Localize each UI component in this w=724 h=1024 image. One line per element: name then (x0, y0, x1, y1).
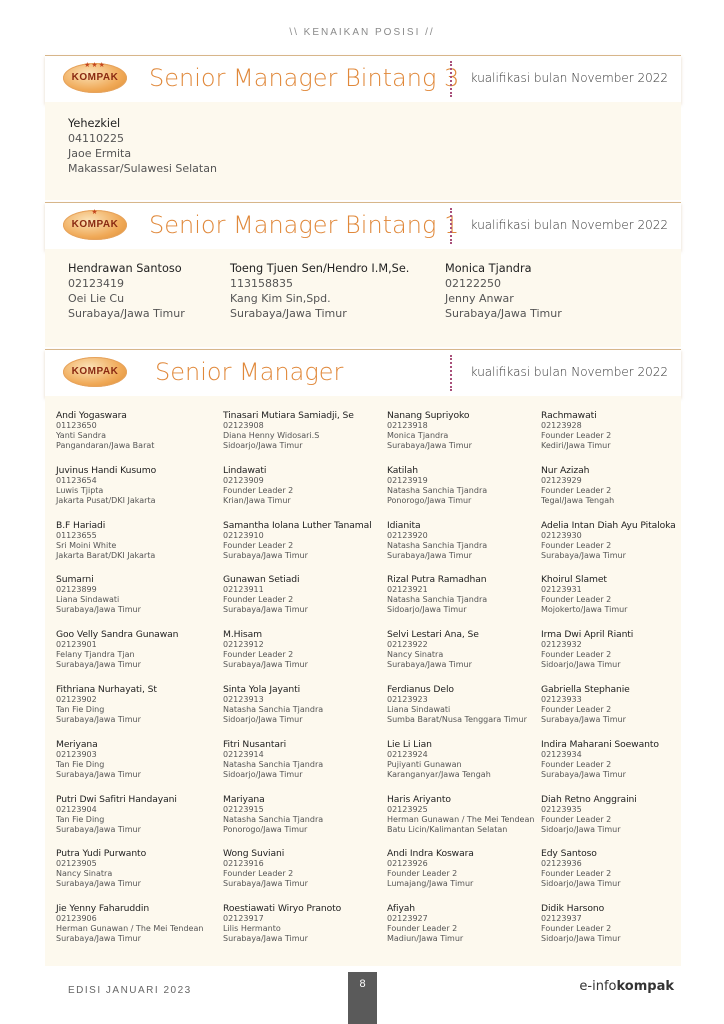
member-entry (223, 794, 323, 835)
member-location: Krian/Jawa Timur (223, 495, 291, 505)
member-name: Yehezkiel (68, 117, 121, 130)
sponsor-name: Kang Kim Sin,Spd. (230, 292, 331, 305)
member-entry (387, 410, 472, 451)
sponsor-name: Natasha Sanchia Tjandra (223, 814, 324, 824)
sponsor-name: Liana Sindawati (56, 595, 120, 605)
sponsor-name: Tan Fie Ding (56, 759, 105, 769)
member-id: 02123903 (56, 749, 97, 759)
brand-bold: kompak (616, 979, 674, 994)
sponsor-name: Founder Leader 2 (541, 595, 612, 605)
section-panel-bintang-3 (45, 102, 681, 200)
member-name: Afiyah (387, 903, 416, 915)
member-id: 01123654 (56, 475, 97, 485)
member-id: 02123902 (56, 695, 97, 704)
member-id: 02123914 (223, 749, 264, 759)
member-location: Surabaya/Jawa Timur (56, 660, 141, 670)
member-entry (223, 574, 308, 615)
sponsor-name: Founder Leader 2 (387, 869, 458, 879)
member-name: Edy Santoso (541, 848, 597, 860)
member-name: Meriyana (56, 738, 98, 750)
member-id: 02123912 (223, 640, 264, 650)
member-id: 02123910 (223, 530, 264, 540)
logo-stars: ★★★ (84, 62, 106, 69)
member-location: Mojokerto/Jawa Timur (541, 605, 628, 615)
member-entry (56, 848, 146, 889)
member-id: 02123924 (387, 749, 428, 759)
sponsor-name: Natasha Sanchia Tjandra (387, 540, 488, 550)
member-entry (56, 903, 203, 944)
member-location: Makassar/Sulawesi Selatan (68, 162, 217, 175)
member-entry (541, 410, 611, 451)
member-name: Putri Dwi Safitri Handayani (56, 793, 177, 805)
member-id: 02123934 (541, 749, 582, 759)
member-id: 01123650 (56, 421, 97, 430)
member-location: Surabaya/Jawa Timur (223, 934, 308, 944)
member-entry (541, 520, 676, 561)
member-entry (387, 848, 474, 889)
member-name: Haris Ariyanto (387, 793, 451, 805)
member-id: 02123926 (387, 859, 428, 869)
member-id: 02123909 (223, 475, 264, 485)
sponsor-name: Founder Leader 2 (223, 869, 294, 879)
member-location: Ponorogo/Jawa Timur (387, 495, 472, 505)
member-location: Karanganyar/Jawa Tengah (387, 769, 491, 779)
member-id: 02123917 (223, 914, 264, 924)
dotted-divider (450, 355, 452, 391)
dotted-divider (450, 61, 452, 97)
dotted-divider (450, 208, 452, 244)
member-id: 02123419 (68, 277, 124, 290)
qualification-label: kualifikasi bulan November 2022 (470, 365, 668, 379)
member-entry (68, 116, 217, 176)
member-name: Sumarni (56, 574, 94, 586)
member-location: Surabaya/Jawa Timur (223, 660, 308, 670)
member-entry (56, 410, 154, 451)
qualification-label: kualifikasi bulan November 2022 (470, 218, 668, 232)
member-name: Toeng Tjuen Sen/Hendro I.M,Se. (230, 262, 410, 275)
member-name: Tinasari Mutiara Samiadji, Se (223, 410, 354, 421)
sponsor-name: Felany Tjandra Tjan (56, 650, 135, 660)
member-entry (56, 629, 178, 670)
section-panel-bintang-1 (45, 249, 681, 347)
member-id: 02123923 (387, 695, 428, 704)
member-location: Ponorogo/Jawa Timur (223, 824, 308, 834)
member-name: Wong Suviani (223, 848, 285, 860)
kompak-logo (63, 63, 127, 93)
member-id: 02123899 (56, 585, 97, 595)
member-location: Surabaya/Jawa Timur (387, 660, 472, 670)
member-location: Surabaya/Jawa Timur (56, 934, 141, 944)
member-entry (541, 629, 633, 670)
member-location: Sidoarjo/Jawa Timur (541, 879, 621, 889)
member-id: 02123937 (541, 914, 582, 924)
member-id: 02123916 (223, 859, 264, 869)
member-entry (230, 261, 409, 321)
member-id: 02123930 (541, 530, 582, 540)
member-name: Goo Velly Sandra Gunawan (56, 629, 179, 641)
member-entry (541, 465, 614, 506)
sponsor-name: Nancy Sinatra (387, 650, 444, 660)
section-panel-senior-manager (45, 396, 681, 966)
section-kicker: \\ KENAIKAN POSISI // (289, 27, 435, 38)
sponsor-name: Founder Leader 2 (541, 814, 612, 824)
member-location: Surabaya/Jawa Timur (56, 769, 141, 779)
member-id: 02123904 (56, 804, 97, 814)
member-location: Sidoarjo/Jawa Timur (541, 824, 621, 834)
member-id: 02123901 (56, 640, 97, 650)
sponsor-name: Founder Leader 2 (541, 540, 612, 550)
member-location: Sidoarjo/Jawa Timur (223, 769, 303, 779)
member-entry (387, 465, 487, 506)
member-name: Nur Azizah (541, 464, 590, 476)
member-id: 02123928 (541, 421, 582, 430)
member-entry (56, 739, 141, 780)
member-name: Idianita (387, 519, 421, 531)
member-id: 01123655 (56, 530, 97, 540)
member-location: Surabaya/Jawa Timur (387, 441, 472, 450)
member-location: Tegal/Jawa Tengah (541, 495, 615, 505)
member-name: Didik Harsono (541, 903, 605, 915)
sponsor-name: Yanti Sandra (56, 431, 106, 440)
member-entry (387, 739, 491, 780)
member-id: 02123922 (387, 640, 428, 650)
brand-footer (579, 979, 674, 994)
sponsor-name: Founder Leader 2 (541, 759, 612, 769)
member-location: Surabaya/Jawa Timur (541, 769, 626, 779)
member-entry (541, 684, 630, 725)
member-name: Nanang Supriyoko (387, 410, 470, 421)
member-id: 02123935 (541, 804, 582, 814)
member-name: Indira Maharani Soewanto (541, 738, 659, 750)
member-id: 02123919 (387, 475, 428, 485)
sponsor-name: Jenny Anwar (445, 292, 514, 305)
member-name: Khoirul Slamet (541, 574, 607, 586)
member-name: Lie Li Lian (387, 738, 432, 750)
logo-text: KOMPAK (71, 366, 119, 377)
member-entry (541, 794, 637, 835)
sponsor-name: Tan Fie Ding (56, 705, 105, 714)
member-id: 02123931 (541, 585, 582, 595)
sponsor-name: Natasha Sanchia Tjandra (387, 595, 488, 605)
member-location: Surabaya/Jawa Timur (445, 307, 562, 320)
member-name: B.F Hariadi (56, 519, 106, 531)
member-location: Lumajang/Jawa Timur (387, 879, 474, 889)
member-name: Monica Tjandra (445, 262, 532, 275)
sponsor-name: Herman Gunawan / The Mei Tendean (56, 924, 204, 934)
member-entry (223, 684, 323, 725)
sponsor-name: Founder Leader 2 (541, 485, 612, 495)
member-location: Surabaya/Jawa Timur (230, 307, 347, 320)
member-id: 02123906 (56, 914, 97, 924)
member-id: 02123915 (223, 804, 264, 814)
sponsor-name: Founder Leader 2 (223, 595, 294, 605)
member-name: Rachmawati (541, 410, 597, 421)
member-entry (387, 794, 534, 835)
member-location: Sidoarjo/Jawa Timur (541, 934, 621, 944)
member-id: 04110225 (68, 132, 124, 145)
sponsor-name: Natasha Sanchia Tjandra (223, 705, 324, 714)
member-name: Gunawan Setiadi (223, 574, 300, 586)
sponsor-name: Herman Gunawan / The Mei Tendean (387, 814, 535, 824)
member-location: Sidoarjo/Jawa Timur (223, 441, 303, 450)
sponsor-name: Natasha Sanchia Tjandra (387, 485, 488, 495)
member-name: Samantha Iolana Luther Tanamal (223, 519, 372, 531)
member-location: Surabaya/Jawa Timur (223, 605, 308, 615)
member-entry (541, 574, 627, 615)
member-id: 02123920 (387, 530, 428, 540)
member-location: Sidoarjo/Jawa Timur (541, 660, 621, 670)
sponsor-name: Oei Lie Cu (68, 292, 125, 305)
member-name: Ferdianus Delo (387, 684, 454, 695)
sponsor-name: Lilis Hermanto (223, 924, 281, 934)
member-name: Rizal Putra Ramadhan (387, 574, 487, 586)
member-name: Diah Retno Anggraini (541, 793, 637, 805)
logo-text: KOMPAK (71, 219, 119, 230)
edition-label: EDISI JANUARI 2023 (68, 985, 192, 996)
section-title: Senior Manager Bintang 1 (149, 211, 460, 239)
member-entry (387, 629, 479, 670)
member-name: Roestiawati Wiryo Pranoto (223, 903, 342, 915)
member-location: Surabaya/Jawa Timur (68, 307, 185, 320)
member-entry (387, 903, 463, 944)
member-entry (387, 520, 487, 561)
member-location: Surabaya/Jawa Timur (56, 605, 141, 615)
member-location: Sumba Barat/Nusa Tenggara Timur (387, 715, 527, 724)
page-number: 8 (348, 972, 377, 1024)
member-location: Batu Licin/Kalimantan Selatan (387, 824, 508, 834)
section-title: Senior Manager (155, 358, 344, 386)
sponsor-name: Pujiyanti Gunawan (387, 759, 462, 769)
member-name: Putra Yudi Purwanto (56, 848, 147, 860)
sponsor-name: Natasha Sanchia Tjandra (223, 759, 324, 769)
member-entry (68, 261, 185, 321)
kompak-logo (63, 357, 127, 387)
member-entry (223, 629, 308, 670)
member-location: Jakarta Pusat/DKI Jakarta (56, 495, 156, 505)
member-location: Surabaya/Jawa Timur (541, 550, 626, 560)
member-id: 02123925 (387, 804, 428, 814)
member-name: Jie Yenny Faharuddin (56, 903, 150, 915)
kompak-logo (63, 210, 127, 240)
member-id: 02123921 (387, 585, 428, 595)
member-name: Mariyana (223, 793, 265, 805)
logo-text: KOMPAK (71, 72, 119, 83)
sponsor-name: Tan Fie Ding (56, 814, 105, 824)
member-entry (223, 410, 354, 451)
member-entry (56, 574, 141, 615)
member-location: Surabaya/Jawa Timur (541, 715, 626, 724)
member-name: Andi Yogaswara (56, 410, 127, 421)
member-entry (223, 520, 372, 561)
member-entry (445, 261, 562, 321)
member-name: Fitri Nusantari (223, 738, 287, 750)
member-name: M.Hisam (223, 629, 262, 641)
member-id: 02123927 (387, 914, 428, 924)
member-name: Selvi Lestari Ana, Se (387, 629, 479, 641)
member-id: 02123908 (223, 421, 264, 430)
section-title: Senior Manager Bintang 3 (149, 64, 460, 92)
member-entry (56, 794, 177, 835)
member-name: Gabriella Stephanie (541, 684, 630, 695)
member-id: 02123933 (541, 695, 582, 704)
member-name: Adelia Intan Diah Ayu Pitaloka (541, 519, 676, 531)
sponsor-name: Founder Leader 2 (541, 705, 612, 714)
member-entry (56, 465, 156, 506)
sponsor-name: Founder Leader 2 (387, 924, 458, 934)
member-id: 02123929 (541, 475, 582, 485)
sponsor-name: Founder Leader 2 (541, 650, 612, 660)
member-entry (223, 739, 323, 780)
member-entry (387, 574, 487, 615)
member-location: Surabaya/Jawa Timur (387, 550, 472, 560)
member-entry (223, 465, 293, 506)
member-location: Pangandaran/Jawa Barat (56, 441, 155, 450)
sponsor-name: Jaoe Ermita (68, 147, 132, 160)
member-name: Irma Dwi April Rianti (541, 629, 634, 641)
sponsor-name: Founder Leader 2 (541, 869, 612, 879)
brand-prefix: e-info (579, 979, 617, 994)
member-id: 02123936 (541, 859, 582, 869)
qualification-label: kualifikasi bulan November 2022 (470, 71, 668, 85)
member-id: 113158835 (230, 277, 293, 290)
section-header-senior-manager (45, 349, 681, 397)
member-name: Hendrawan Santoso (68, 262, 182, 275)
sponsor-name: Founder Leader 2 (223, 540, 294, 550)
member-entry (223, 903, 341, 944)
member-entry (387, 684, 527, 725)
member-id: 02123913 (223, 695, 264, 704)
section-header-bintang-1 (45, 202, 681, 250)
member-location: Surabaya/Jawa Timur (56, 715, 141, 724)
member-location: Surabaya/Jawa Timur (56, 879, 141, 889)
sponsor-name: Luwis Tjipta (56, 485, 104, 495)
member-id: 02123918 (387, 421, 428, 430)
sponsor-name: Founder Leader 2 (541, 431, 612, 440)
sponsor-name: Sri Moini White (56, 540, 117, 550)
member-name: Fithriana Nurhayati, St (56, 684, 157, 695)
member-name: Andi Indra Koswara (387, 848, 474, 860)
logo-stars: ★ (91, 209, 99, 216)
member-entry (56, 520, 155, 561)
member-entry (541, 739, 659, 780)
member-entry (223, 848, 308, 889)
sponsor-name: Founder Leader 2 (223, 485, 294, 495)
sponsor-name: Founder Leader 2 (541, 924, 612, 934)
member-name: Sinta Yola Jayanti (223, 684, 301, 695)
sponsor-name: Liana Sindawati (387, 705, 451, 714)
sponsor-name: Nancy Sinatra (56, 869, 113, 879)
member-entry (56, 684, 157, 725)
member-id: 02123932 (541, 640, 582, 650)
member-location: Kediri/Jawa Timur (541, 441, 611, 450)
member-location: Surabaya/Jawa Timur (56, 824, 141, 834)
sponsor-name: Monica Tjandra (387, 431, 449, 440)
member-name: Katilah (387, 464, 418, 476)
member-entry (541, 903, 621, 944)
member-location: Madiun/Jawa Timur (387, 934, 464, 944)
member-location: Surabaya/Jawa Timur (223, 879, 308, 889)
member-name: Lindawati (223, 464, 267, 476)
member-location: Surabaya/Jawa Timur (223, 550, 308, 560)
member-entry (541, 848, 621, 889)
member-id: 02123911 (223, 585, 264, 595)
section-header-bintang-3 (45, 55, 681, 103)
member-name: Juvinus Handi Kusumo (56, 464, 157, 476)
sponsor-name: Founder Leader 2 (223, 650, 294, 660)
member-location: Sidoarjo/Jawa Timur (387, 605, 467, 615)
member-location: Jakarta Barat/DKI Jakarta (56, 550, 156, 560)
member-id: 02123905 (56, 859, 97, 869)
member-id: 02122250 (445, 277, 501, 290)
sponsor-name: Diana Henny Widosari.S (223, 431, 320, 440)
member-location: Sidoarjo/Jawa Timur (223, 715, 303, 724)
